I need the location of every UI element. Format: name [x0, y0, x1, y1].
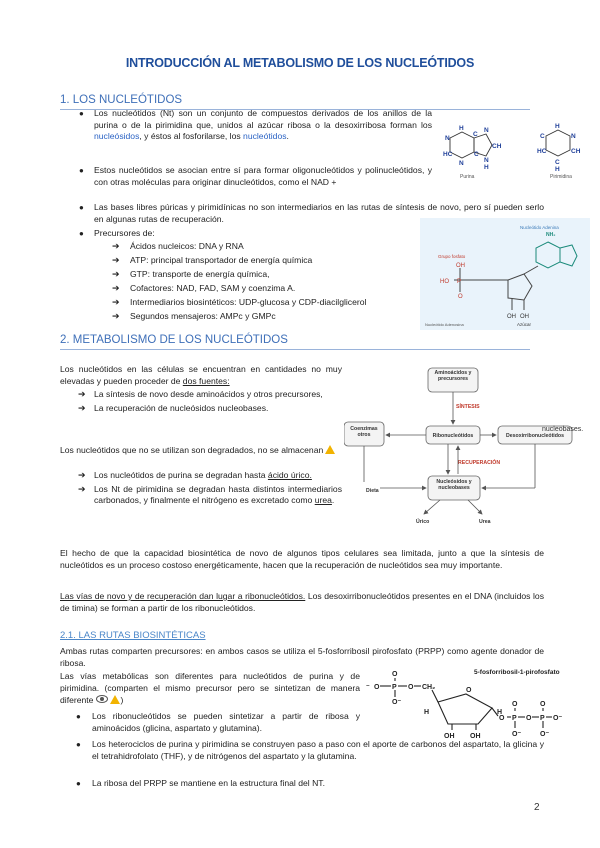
paragraph-recuperacion-importante: El hecho de que la capacidad biosintética de novo de algunos tipos celulares sea limitada, junto a que la síntesis de nucleótidos es un proceso costoso energéticamente, hacen que la recuperación de nucleótidos sea muy importante. — [60, 548, 544, 570]
list-item — [112, 255, 422, 269]
label-urico: Úrico — [416, 519, 430, 525]
list-item-text: Segundos mensajeros: AMPc y GMPc — [130, 311, 276, 321]
paragraph-heterociclos: Los heterociclos de purina y pirimidina se construyen paso a paso con el aporte de carbonos del aspartato, la glicina y el tetrahidrofolato (THF), y de nitrógenos del aspartato y la glutamina. — [92, 739, 544, 761]
text-span: . — [286, 131, 289, 142]
paragraph-fuentes — [60, 364, 342, 387]
list-item-text: La síntesis de novo desde aminoácidos y otros precursores, — [94, 389, 323, 399]
bullet-dot: ● — [79, 229, 84, 238]
paragraph-vias-diferentes — [60, 671, 360, 707]
svg-text:C: C — [473, 131, 478, 138]
paragraph-precursores: Precursores de: — [94, 228, 155, 238]
svg-text:OH: OH — [444, 733, 455, 740]
svg-text:O⁻: O⁻ — [553, 715, 563, 722]
figure-sugar-label: Azúcar — [517, 322, 532, 327]
arrow-right-icon: ➔ — [78, 402, 86, 413]
page-number: 2 — [534, 802, 540, 813]
degradacion-list — [78, 470, 342, 507]
prpp-label: 5-fosforribosil-1-pirofosfato — [474, 669, 560, 676]
figure-title: Nucleótido Adenina — [520, 225, 559, 230]
section-heading-1-text: 1. LOS NUCLEÓTIDOS — [60, 94, 183, 106]
heading-underline — [60, 349, 530, 350]
node-ribonucleotidos: Ribonucleótidos — [432, 433, 474, 439]
svg-text:O: O — [540, 701, 546, 708]
section-heading-1 — [60, 94, 530, 106]
bullet-dot: ● — [79, 203, 84, 212]
arrow-right-icon: ➔ — [112, 241, 120, 251]
svg-text:⁻: ⁻ — [366, 684, 370, 691]
warning-icon — [110, 695, 120, 704]
svg-text:H: H — [555, 123, 560, 130]
list-item — [112, 269, 422, 283]
list-item-text: La recuperación de nucleósidos nucleobases. — [94, 402, 269, 413]
arrow-right-icon: ➔ — [78, 483, 86, 494]
underlined-text: urea — [314, 495, 332, 506]
label-urea: Urea — [479, 519, 491, 525]
label-sintesis: SÍNTESIS — [456, 404, 480, 410]
list-item-text: ATP: principal transportador de energía química — [130, 255, 313, 265]
arrow-right-icon: ➔ — [112, 311, 120, 321]
text-span: , y éstos al fosforilarse, los — [139, 131, 244, 142]
arrow-right-icon: ➔ — [112, 283, 120, 293]
label-recuperacion: RECUPERACIÓN — [458, 460, 501, 466]
bullet-dot: ● — [79, 109, 84, 118]
underlined-text: dos fuentes: — [182, 375, 230, 386]
svg-text:O⁻: O⁻ — [512, 731, 522, 738]
text-span: Los nucleótidos en las células se encuentran en cantidades no muy elevadas y pueden proceder de — [60, 364, 342, 386]
svg-text:C: C — [555, 159, 560, 166]
svg-text:O: O — [526, 715, 532, 722]
node-desoxi: Desoxirribonucleótidos — [506, 433, 564, 439]
section-heading-2-1: 2.1. LAS RUTAS BIOSINTÉTICAS — [60, 630, 206, 641]
p-label: P — [457, 279, 462, 285]
svg-text:H: H — [459, 125, 464, 132]
svg-text:O⁻: O⁻ — [540, 731, 550, 738]
precursor-list — [112, 241, 422, 325]
svg-text:H: H — [555, 166, 560, 173]
svg-text:HC: HC — [443, 151, 453, 158]
underlined-text: ácido úrico. — [267, 470, 312, 480]
paragraph-bases-libres: Las bases libres púricas y pirimidínicas no son intermediarios en las rutas de síntesis de novo, pero sí pueden serlo en algunas rutas de recuperación. — [94, 202, 544, 224]
list-item-text: Intermediarios biosintéticos: UDP-glucosa y CDP-diacilglicerol — [130, 297, 367, 307]
metabolism-diagram — [344, 362, 592, 530]
arrow-right-icon: ➔ — [112, 269, 120, 279]
paragraph-degradados — [60, 444, 342, 457]
list-item — [78, 470, 342, 482]
svg-text:O⁻: O⁻ — [392, 699, 402, 706]
arrow-right-icon: ➔ — [78, 470, 86, 480]
list-item — [112, 241, 422, 255]
page-title: INTRODUCCIÓN AL METABOLISMO DE LOS NUCLEÓTIDOS — [125, 56, 475, 70]
ho-label: HO — [440, 279, 449, 285]
svg-text:O: O — [499, 715, 505, 722]
nucleotide-figure — [420, 218, 590, 330]
text-span: Los Nt de pirimidina se degradan hasta distintos intermediarios carbonados, y finalmente el nitrógeno es excretado como — [94, 483, 342, 506]
oh-label-3: OH — [520, 314, 529, 320]
paragraph-nucleotidos-def — [94, 108, 432, 143]
prpp-figure — [366, 664, 594, 744]
link-nucleotidos[interactable]: nucleótidos — [243, 131, 287, 142]
svg-text:O: O — [466, 687, 472, 694]
bullet-dot: ● — [76, 740, 81, 749]
svg-text:H: H — [484, 164, 489, 171]
svg-text:C: C — [540, 133, 545, 140]
svg-text:CH: CH — [492, 143, 502, 150]
list-item-text: GTP: transporte de energía química, — [130, 269, 270, 279]
svg-text:N: N — [571, 133, 576, 140]
svg-text:P: P — [512, 715, 517, 722]
svg-text:OH: OH — [470, 733, 481, 740]
svg-text:P: P — [392, 684, 397, 691]
list-item-text: Cofactores: NAD, FAD, SAM y coenzima A. — [130, 283, 296, 293]
pyrimidine-caption: Pirimidina — [550, 174, 572, 180]
underlined-text: Las vías de novo y de recuperación dan lugar a ribonucleótidos. — [60, 591, 306, 601]
paragraph-ribonucleotidos: Los ribonucleótidos se pueden sintetizar a partir de ribosa y aminoácidos (glicina, aspartato y glutamina). — [92, 711, 360, 733]
node-aminoacidos: Aminoácidos y precursores — [434, 370, 472, 382]
node-nucleosidos: Nucleósidos y nucleobases — [436, 479, 472, 491]
text-span: Los nucleótidos que no se utilizan son degradados, no se almacenan — [60, 445, 324, 455]
text-span: Los desoxirribonucleótidos presentes en el DNA (incluidos los de timina) se forman a partir de los ribonucleótidos. — [60, 591, 544, 613]
svg-text:O: O — [408, 684, 414, 691]
text-span: Los nucleótidos de purina se degradan hasta — [94, 470, 268, 480]
nh2-label: NH₂ — [546, 232, 556, 238]
oh-label: OH — [456, 263, 465, 269]
svg-text:P: P — [540, 715, 545, 722]
bullet-dot: ● — [76, 779, 81, 788]
link-nucleosidos[interactable]: nucleósidos — [94, 131, 140, 142]
list-item — [78, 403, 342, 415]
figure-base-label: Nucleótido Adenosina — [425, 322, 464, 327]
section-heading-2-text: 2. METABOLISMO DE LOS NUCLEÓTIDOS — [60, 334, 288, 346]
node-coenzimas: Coenzimas otros — [350, 426, 378, 438]
section-heading-2 — [60, 334, 530, 346]
paragraph-prpp: Ambas rutas comparten precursores: en ambos casos se utiliza el 5-fosforribosil pirofosfato (PRPP) como agente donador de ribosa. — [60, 646, 544, 668]
svg-text:CH₂: CH₂ — [422, 684, 436, 691]
label-dieta: Dieta — [366, 488, 379, 494]
purine-pyrimidine-figure — [440, 118, 590, 180]
list-item — [112, 297, 422, 311]
svg-text:C: C — [474, 151, 479, 158]
diagram-overlay-text: nucleobases. — [542, 426, 584, 433]
svg-text:H: H — [424, 709, 430, 716]
list-item — [78, 389, 342, 401]
list-item — [112, 311, 422, 325]
list-item — [78, 484, 342, 507]
arrow-right-icon: ➔ — [112, 297, 120, 307]
svg-text:O: O — [512, 701, 518, 708]
warning-icon — [325, 445, 335, 454]
text-span: Los nucleótidos (Nt) son un conjunto de compuestos derivados de los anillos de la purina o de la pirimidina que, unidos al azúcar ribosa o la desoxirribosa forman los — [94, 108, 432, 130]
svg-text:N: N — [459, 160, 464, 167]
bullet-dot: ● — [79, 166, 84, 175]
figure-group-label: Grupo fosfato — [438, 254, 466, 259]
svg-text:O: O — [392, 671, 398, 678]
text-span: . — [331, 495, 335, 506]
eye-icon — [96, 695, 108, 703]
purine-caption: Purina — [460, 174, 475, 180]
svg-text:CH: CH — [571, 148, 581, 155]
fuentes-list — [78, 389, 342, 414]
arrow-right-icon: ➔ — [78, 389, 86, 399]
text-span: Las vías metabólicas son diferentes para nucleótidos de purina y de pirimidina. (comparten el mismo precursor pero se sintetizan de manera diferente — [60, 671, 360, 706]
svg-text:O: O — [374, 684, 380, 691]
svg-text:N: N — [484, 157, 489, 164]
paragraph-ribosa-prpp: La ribosa del PRPP se mantiene en la estructura final del NT. — [92, 778, 325, 788]
list-item-text: Ácidos nucleicos: DNA y RNA — [130, 241, 244, 251]
paragraph-vias-de-novo — [60, 591, 544, 614]
bullet-dot: ● — [76, 712, 81, 721]
svg-text:HC: HC — [537, 148, 547, 155]
o-label: O — [458, 294, 463, 300]
list-item — [112, 283, 422, 297]
svg-text:N: N — [484, 127, 489, 134]
oh-label-2: OH — [507, 314, 516, 320]
arrow-right-icon: ➔ — [112, 255, 120, 265]
svg-text:N: N — [445, 135, 450, 142]
paragraph-oligonucleotidos: Estos nucleótidos se asocian entre sí para formar oligonucleótidos y polinucleótidos, y con otras moléculas para originar dinucleótidos, como el NAD + — [94, 165, 432, 187]
text-span: ) — [120, 695, 124, 706]
svg-text:H: H — [497, 709, 503, 716]
